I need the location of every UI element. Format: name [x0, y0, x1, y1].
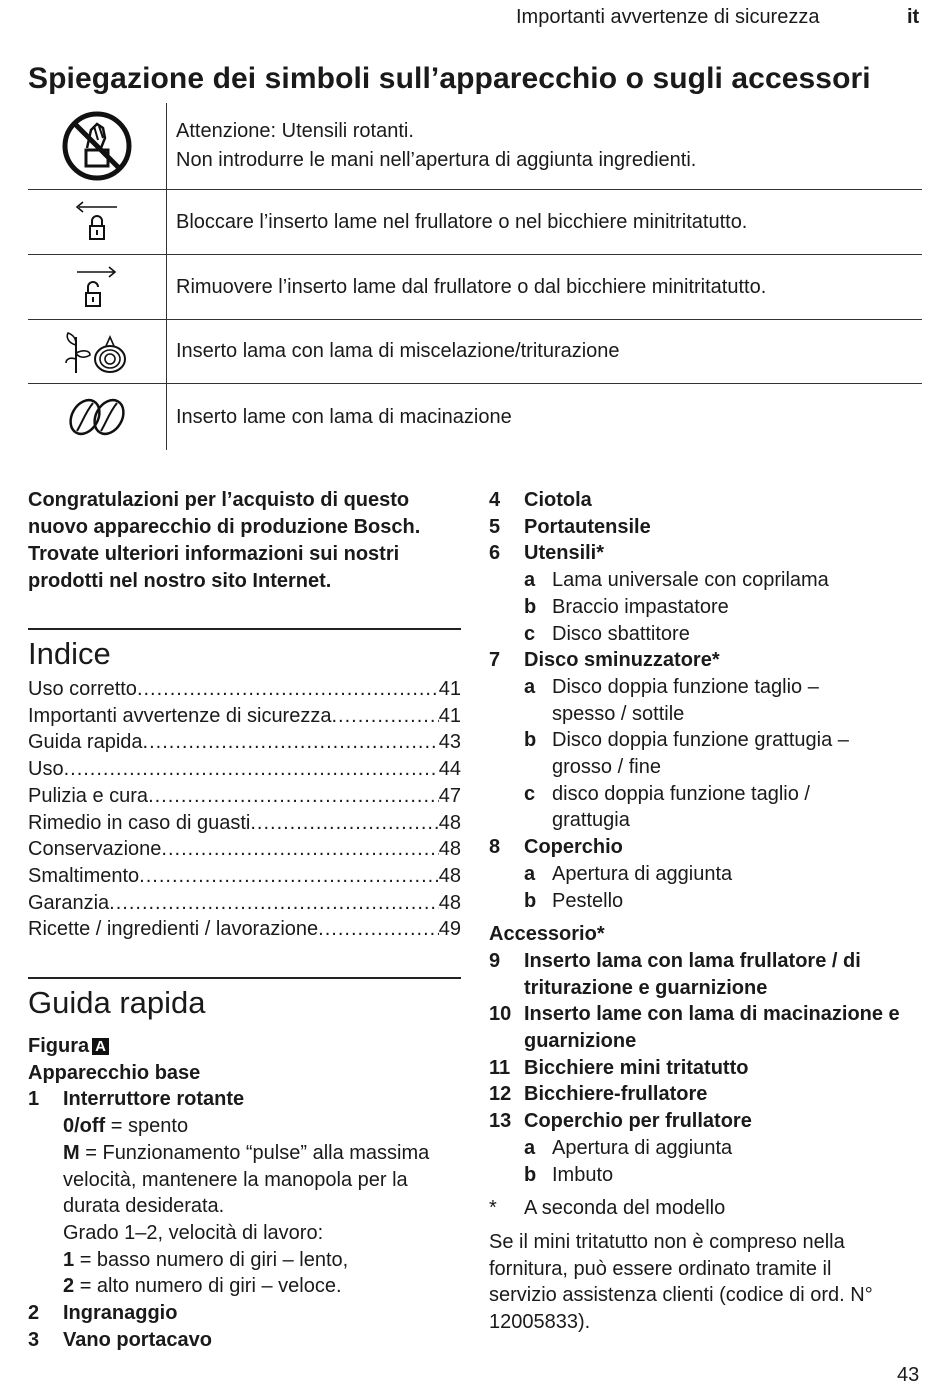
quick-guide-title: Guida rapida — [28, 985, 206, 1021]
subitem-text: Disco doppia funzione taglio – spesso / sottile — [552, 675, 819, 725]
toc-entry[interactable] — [28, 729, 461, 756]
toc-entry[interactable] — [28, 676, 461, 703]
subitem-text: Apertura di aggiunta — [552, 862, 733, 885]
subitem-text: Imbuto — [552, 1163, 614, 1186]
section-divider — [28, 977, 461, 979]
left-column — [28, 487, 461, 1353]
part-item — [489, 647, 929, 674]
toc-page: 41 — [438, 678, 461, 700]
setting-text: = spento — [110, 1115, 189, 1138]
toc-leader — [64, 756, 439, 783]
part-label: Disco sminuzzatore* — [524, 649, 720, 672]
toc-leader — [161, 836, 438, 863]
toc-page: 49 — [438, 918, 461, 941]
toc-leader — [250, 810, 438, 837]
symbol-description — [167, 190, 747, 254]
toc-entry[interactable] — [28, 783, 461, 810]
part-subitem — [489, 888, 929, 915]
switch-setting-off — [28, 1113, 461, 1140]
toc-label: Smaltimento — [28, 864, 140, 887]
subitem-letter: b — [524, 595, 537, 618]
setting-key: M — [63, 1141, 80, 1164]
switch-setting-2 — [28, 1273, 461, 1300]
toc-leader — [143, 729, 439, 756]
toc-page: 43 — [438, 731, 461, 754]
subitem-letter: c — [524, 782, 536, 805]
part-number: 7 — [489, 649, 501, 672]
switch-setting-1 — [28, 1247, 461, 1274]
part-number: 8 — [489, 836, 501, 859]
part-item — [489, 834, 929, 861]
part-item — [489, 487, 929, 514]
figure-label: Figura — [28, 1035, 90, 1058]
part-label: Utensili* — [524, 542, 605, 565]
part-number: 5 — [489, 515, 501, 538]
toc-label: Conservazione — [28, 838, 162, 861]
part-subitem — [489, 674, 929, 727]
part-label: Inserto lame con lama di macinazione e guarnizione — [524, 1003, 900, 1053]
part-subitem — [489, 861, 929, 888]
herb-onion-icon — [28, 320, 167, 383]
toc-entry[interactable] — [28, 863, 461, 890]
part-label: Bicchiere-frullatore — [524, 1083, 708, 1106]
running-header-title: Importanti avvertenze di sicurezza — [516, 6, 820, 28]
symbol-text-line: Attenzione: Utensili rotanti. — [176, 120, 414, 142]
symbol-text-line: Inserto lama con lama di miscelazione/triturazione — [176, 340, 620, 362]
setting-text: = Funzionamento “pulse” alla massima velocità, mantenere la manopola per la durata desiderata. — [63, 1141, 430, 1218]
subitem-letter: a — [524, 862, 536, 885]
toc-leader — [148, 783, 439, 810]
subitem-text: Disco sbattitore — [552, 622, 690, 645]
subitem-letter: a — [524, 675, 536, 698]
toc-page: 47 — [438, 784, 461, 807]
figure-letter-badge: A — [92, 1038, 109, 1055]
part-subitem — [489, 1135, 929, 1162]
toc-label: Ricette / ingredienti / lavorazione — [28, 918, 319, 941]
part-item — [28, 1086, 461, 1113]
toc-label: Garanzia — [28, 891, 110, 914]
symbol-description — [167, 384, 512, 450]
part-label: Portautensile — [524, 515, 651, 538]
part-subitem — [489, 621, 929, 648]
part-number: 12 — [489, 1083, 512, 1106]
speed-grade-text: Grado 1–2, velocità di lavoro: — [63, 1221, 324, 1244]
setting-key: 1 — [63, 1248, 75, 1271]
toc-entry[interactable] — [28, 703, 461, 730]
toc-leader — [318, 916, 439, 943]
part-label: Ingranaggio — [63, 1302, 178, 1325]
part-item — [489, 1108, 929, 1135]
part-label: Coperchio per frullatore — [524, 1110, 752, 1133]
part-number: 3 — [28, 1328, 40, 1351]
part-number: 9 — [489, 949, 501, 972]
subitem-letter: b — [524, 729, 537, 752]
part-label: Vano portacavo — [63, 1328, 212, 1351]
symbol-row — [28, 190, 922, 255]
setting-key: 0/off — [63, 1115, 106, 1138]
symbol-table — [28, 103, 922, 450]
symbol-description — [167, 103, 696, 189]
page-number: 43 — [897, 1364, 920, 1386]
toc-entry[interactable] — [28, 810, 461, 837]
toc-label: Importanti avvertenze di sicurezza — [28, 704, 332, 727]
toc-label: Uso — [28, 758, 64, 781]
index-title: Indice — [28, 636, 111, 671]
toc-page: 48 — [438, 864, 461, 887]
symbol-row — [28, 320, 922, 384]
symbol-text-line: Non introdurre le mani nell’apertura di aggiunta ingredienti. — [176, 149, 697, 171]
part-subitem — [489, 567, 929, 594]
subitem-letter: b — [524, 889, 537, 912]
part-subitem — [489, 727, 929, 780]
part-number: 11 — [489, 1056, 511, 1079]
toc-label: Guida rapida — [28, 731, 143, 754]
setting-key: 2 — [63, 1275, 75, 1298]
part-subitem — [489, 781, 929, 834]
toc-leader — [139, 863, 439, 890]
part-item — [489, 1081, 929, 1108]
symbol-text-line: Rimuovere l’inserto lame dal frullatore o dal bicchiere minitritatutto. — [176, 275, 767, 298]
part-item — [489, 1055, 929, 1082]
toc-list — [28, 676, 461, 943]
part-item — [28, 1300, 461, 1327]
figure-reference — [28, 1033, 461, 1060]
toc-leader — [109, 890, 439, 917]
symbol-row — [28, 384, 922, 450]
base-appliance-title: Apparecchio base — [28, 1061, 201, 1084]
footnote-text: A seconda del modello — [524, 1197, 726, 1220]
part-item — [489, 540, 929, 567]
subitem-text: Lama universale con coprilama — [552, 569, 829, 592]
toc-page: 48 — [438, 811, 461, 834]
part-number: 1 — [28, 1088, 40, 1111]
part-number: 2 — [28, 1302, 40, 1325]
part-label: Interruttore rotante — [63, 1088, 245, 1111]
part-item — [489, 1001, 929, 1054]
page-title: Spiegazione dei simboli sull’apparecchio o sugli accessori — [28, 62, 871, 95]
subitem-text: Apertura di aggiunta — [552, 1136, 733, 1159]
switch-setting-m — [28, 1140, 461, 1220]
part-item — [28, 1327, 461, 1354]
toc-page: 48 — [438, 838, 461, 861]
part-number: 13 — [489, 1110, 512, 1133]
no-hands-icon — [28, 103, 167, 189]
symbol-description — [167, 320, 620, 383]
part-number: 4 — [489, 489, 501, 511]
intro-paragraph: Congratulazioni per l’acquisto di questo nuovo apparecchio di produzione Bosch. Trovate ulteriori informazioni sui nostri prodotti nel nostro sito Internet. — [28, 489, 421, 592]
lock-icon — [28, 190, 167, 254]
toc-leader — [137, 676, 439, 703]
subitem-text: disco doppia funzione taglio / grattugia — [552, 782, 810, 832]
subitem-letter: b — [524, 1163, 537, 1186]
toc-page: 44 — [438, 758, 461, 781]
part-number: 6 — [489, 542, 501, 565]
part-label: Coperchio — [524, 836, 623, 859]
toc-label: Rimedio in caso di guasti — [28, 811, 251, 834]
part-subitem — [489, 594, 929, 621]
part-label: Ciotola — [524, 489, 592, 511]
language-code: it — [907, 6, 920, 28]
subitem-letter: a — [524, 569, 536, 592]
toc-page: 48 — [438, 891, 461, 914]
accessories-title: Accessorio* — [489, 923, 605, 946]
symbol-text-line: Inserto lame con lama di macinazione — [176, 405, 512, 428]
toc-entry[interactable] — [28, 836, 461, 863]
toc-entry[interactable] — [28, 756, 461, 783]
part-label: Bicchiere mini tritatutto — [524, 1056, 749, 1079]
symbol-description — [167, 255, 766, 319]
footnote-mark: * — [489, 1197, 497, 1220]
unlock-icon — [28, 255, 167, 319]
subitem-letter: a — [524, 1136, 536, 1159]
toc-entry[interactable] — [28, 890, 461, 917]
subitem-text: Disco doppia funzione grattugia – grosso / fine — [552, 729, 849, 779]
part-item — [489, 514, 929, 541]
subitem-text: Pestello — [552, 889, 624, 912]
toc-label: Uso corretto — [28, 678, 137, 700]
coffee-beans-icon — [28, 384, 167, 450]
footnote — [489, 1195, 929, 1222]
subitem-letter: c — [524, 622, 536, 645]
symbol-row — [28, 103, 922, 190]
right-column — [489, 487, 929, 1336]
setting-text: = basso numero di giri – lento, — [79, 1248, 349, 1271]
setting-text: = alto numero di giri – veloce. — [79, 1275, 342, 1298]
ordering-note: Se il mini tritatutto non è compreso nella fornitura, può essere ordinato tramite il servizio assistenza clienti (codice di ord. N° 12005833). — [489, 1230, 873, 1334]
toc-entry[interactable] — [28, 916, 461, 943]
part-item — [489, 948, 929, 1001]
toc-leader — [331, 703, 438, 730]
toc-page: 41 — [438, 704, 461, 727]
part-subitem — [489, 1162, 929, 1189]
part-label: Inserto lama con lama frullatore / di triturazione e guarnizione — [524, 949, 861, 999]
part-number: 10 — [489, 1003, 512, 1026]
section-divider — [28, 628, 461, 630]
subitem-text: Braccio impastatore — [552, 595, 729, 618]
symbol-row — [28, 255, 922, 320]
toc-label: Pulizia e cura — [28, 784, 149, 807]
symbol-text-line: Bloccare l’inserto lame nel frullatore o nel bicchiere minitritatutto. — [176, 210, 748, 233]
